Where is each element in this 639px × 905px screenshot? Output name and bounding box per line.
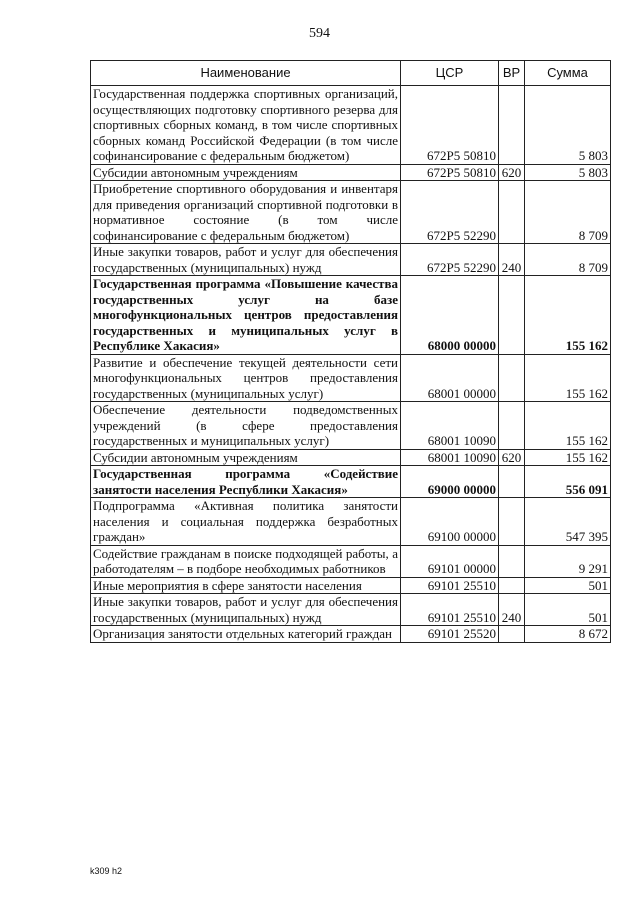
- cell-csr: 68000 00000: [401, 276, 499, 355]
- column-header-sum: Сумма: [525, 61, 611, 86]
- cell-sum: 8 672: [525, 626, 611, 643]
- cell-name: Государственная программа «Повышение качества государственных услуг на базе многофункциональных центров предоставления государственных и муниципальных услуг в Республике Хакасия»: [91, 276, 401, 355]
- cell-sum: 155 162: [525, 402, 611, 450]
- cell-sum: 8 709: [525, 181, 611, 244]
- table-row: [91, 244, 611, 276]
- column-header-name: Наименование: [91, 61, 401, 86]
- cell-sum: 501: [525, 594, 611, 626]
- column-header-csr: ЦСР: [401, 61, 499, 86]
- table-row: [91, 626, 611, 643]
- cell-csr: 68001 00000: [401, 354, 499, 402]
- cell-csr: 69101 25510: [401, 577, 499, 594]
- cell-csr: 672Р5 50810: [401, 86, 499, 165]
- cell-vr: [499, 86, 525, 165]
- cell-csr: 68001 10090: [401, 402, 499, 450]
- cell-vr: [499, 545, 525, 577]
- cell-vr: [499, 276, 525, 355]
- cell-sum: 8 709: [525, 244, 611, 276]
- table-row: [91, 181, 611, 244]
- cell-vr: [499, 354, 525, 402]
- cell-vr: 620: [499, 164, 525, 181]
- cell-sum: 155 162: [525, 449, 611, 466]
- cell-csr: 69000 00000: [401, 466, 499, 498]
- cell-name: Субсидии автономным учреждениям: [91, 164, 401, 181]
- table-row: [91, 164, 611, 181]
- table-header-row: [91, 61, 611, 86]
- cell-sum: 556 091: [525, 466, 611, 498]
- cell-vr: [499, 626, 525, 643]
- page-number: 594: [309, 26, 330, 41]
- budget-table: [90, 60, 611, 643]
- cell-name: Содействие гражданам в поиске подходящей работы, а работодателям – в подборе необходимых работников: [91, 545, 401, 577]
- cell-sum: 155 162: [525, 354, 611, 402]
- cell-csr: 69100 00000: [401, 498, 499, 546]
- table-row: [91, 498, 611, 546]
- cell-vr: [499, 498, 525, 546]
- cell-name: Подпрограмма «Активная политика занятости населения и социальная поддержка безработных граждан»: [91, 498, 401, 546]
- cell-sum: 5 803: [525, 86, 611, 165]
- column-header-vr: ВР: [499, 61, 525, 86]
- cell-name: Государственная программа «Содействие занятости населения Республики Хакасия»: [91, 466, 401, 498]
- cell-sum: 547 395: [525, 498, 611, 546]
- cell-sum: 5 803: [525, 164, 611, 181]
- cell-vr: [499, 466, 525, 498]
- cell-vr: 620: [499, 449, 525, 466]
- cell-csr: 69101 25520: [401, 626, 499, 643]
- table-row: [91, 402, 611, 450]
- cell-vr: 240: [499, 594, 525, 626]
- cell-name: Организация занятости отдельных категорий граждан: [91, 626, 401, 643]
- table-row: [91, 449, 611, 466]
- cell-csr: 69101 25510: [401, 594, 499, 626]
- cell-vr: [499, 402, 525, 450]
- table-row: [91, 86, 611, 165]
- cell-name: Приобретение спортивного оборудования и инвентаря для приведения организаций спортивной подготовки в нормативное состояние (в том числе софинансирование с федеральным бюджетом): [91, 181, 401, 244]
- footer-code: k309 h2: [90, 866, 123, 876]
- cell-vr: [499, 577, 525, 594]
- table-row: [91, 594, 611, 626]
- cell-sum: 501: [525, 577, 611, 594]
- cell-csr: 69101 00000: [401, 545, 499, 577]
- cell-vr: 240: [499, 244, 525, 276]
- cell-name: Субсидии автономным учреждениям: [91, 449, 401, 466]
- cell-csr: 672Р5 52290: [401, 244, 499, 276]
- cell-sum: 155 162: [525, 276, 611, 355]
- table-body: [91, 86, 611, 643]
- table-row: [91, 545, 611, 577]
- cell-name: Развитие и обеспечение текущей деятельности сети многофункциональных центров предоставления государственных (муниципальных услуг): [91, 354, 401, 402]
- cell-name: Иные закупки товаров, работ и услуг для обеспечения государственных (муниципальных) нужд: [91, 244, 401, 276]
- cell-vr: [499, 181, 525, 244]
- cell-name: Государственная поддержка спортивных организаций, осуществляющих подготовку спортивного резерва для спортивных сборных команд, в том числе спортивных сборных команд Российской Федерации (в том числе софинансирование с федеральным бюджетом): [91, 86, 401, 165]
- table-row: [91, 276, 611, 355]
- table-row: [91, 466, 611, 498]
- cell-name: Иные мероприятия в сфере занятости населения: [91, 577, 401, 594]
- cell-name: Иные закупки товаров, работ и услуг для обеспечения государственных (муниципальных) нужд: [91, 594, 401, 626]
- table-row: [91, 577, 611, 594]
- cell-csr: 68001 10090: [401, 449, 499, 466]
- table-row: [91, 354, 611, 402]
- cell-csr: 672Р5 52290: [401, 181, 499, 244]
- cell-name: Обеспечение деятельности подведомственных учреждений (в сфере предоставления государственных и муниципальных услуг): [91, 402, 401, 450]
- cell-csr: 672Р5 50810: [401, 164, 499, 181]
- cell-sum: 9 291: [525, 545, 611, 577]
